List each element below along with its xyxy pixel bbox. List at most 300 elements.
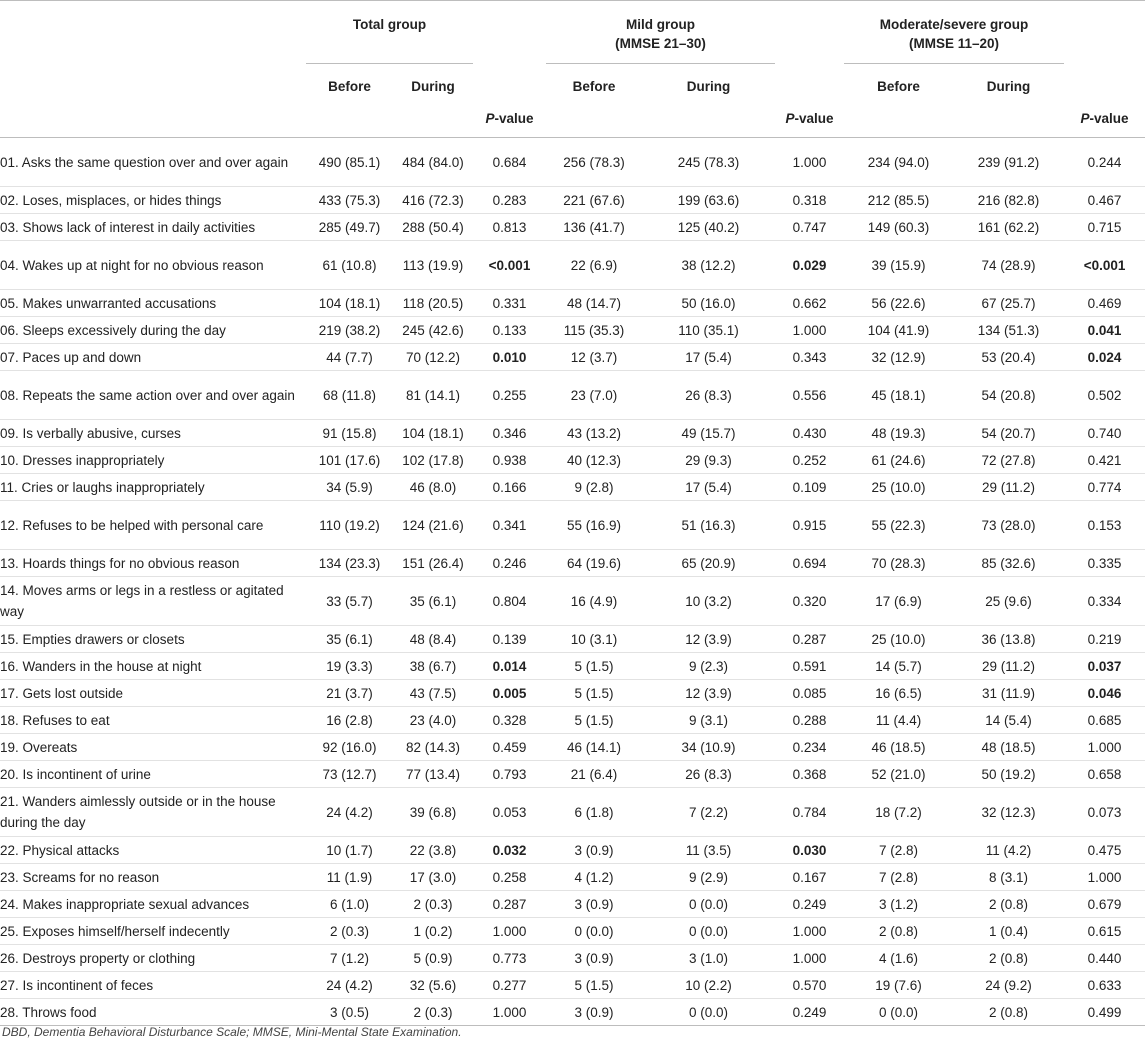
mild-before-cell: 22 (6.9) xyxy=(546,241,642,290)
total-before-cell: 101 (17.6) xyxy=(306,447,393,474)
severe-pvalue-cell: 1.000 xyxy=(1064,734,1145,761)
total-pvalue-cell: 0.793 xyxy=(473,761,546,788)
behavior-label: 25. Exposes himself/herself indecently xyxy=(0,918,306,945)
mild-pvalue-cell: 0.287 xyxy=(775,626,844,653)
p-italic: P xyxy=(785,111,795,126)
severe-before-cell: 7 (2.8) xyxy=(844,864,953,891)
col-mild-pvalue xyxy=(775,111,844,138)
severe-pvalue-cell: 0.334 xyxy=(1064,577,1145,626)
severe-pvalue-cell: 0.244 xyxy=(1064,138,1145,187)
mild-before-cell: 3 (0.9) xyxy=(546,891,642,918)
mild-pvalue-cell: 0.249 xyxy=(775,999,844,1026)
mild-before-cell: 21 (6.4) xyxy=(546,761,642,788)
mild-during-cell: 12 (3.9) xyxy=(642,680,775,707)
header-blank xyxy=(0,1,306,78)
mild-during-cell: 9 (2.9) xyxy=(642,864,775,891)
behavior-label: 23. Screams for no reason xyxy=(0,864,306,891)
p-italic: P xyxy=(485,111,495,126)
severe-during-cell: 29 (11.2) xyxy=(953,653,1064,680)
group-header-severe xyxy=(844,1,1064,78)
mild-before-cell: 5 (1.5) xyxy=(546,653,642,680)
total-during-cell: 104 (18.1) xyxy=(393,420,473,447)
table-row xyxy=(0,420,1145,447)
total-during-cell: 23 (4.0) xyxy=(393,707,473,734)
behavior-label: 18. Refuses to eat xyxy=(0,707,306,734)
severe-pvalue-cell: 0.685 xyxy=(1064,707,1145,734)
behavior-label: 05. Makes unwarranted accusations xyxy=(0,290,306,317)
severe-pvalue-cell: 0.633 xyxy=(1064,972,1145,999)
mild-before-cell: 6 (1.8) xyxy=(546,788,642,837)
total-before-cell: 11 (1.9) xyxy=(306,864,393,891)
severe-before-cell: 16 (6.5) xyxy=(844,680,953,707)
severe-during-cell: 31 (11.9) xyxy=(953,680,1064,707)
total-during-cell: 46 (8.0) xyxy=(393,474,473,501)
severe-during-cell: 25 (9.6) xyxy=(953,577,1064,626)
mild-before-cell: 12 (3.7) xyxy=(546,344,642,371)
mild-pvalue-cell: 1.000 xyxy=(775,317,844,344)
mild-during-cell: 199 (63.6) xyxy=(642,187,775,214)
severe-pvalue-cell: 0.715 xyxy=(1064,214,1145,241)
total-before-cell: 92 (16.0) xyxy=(306,734,393,761)
severe-pvalue-cell: 0.046 xyxy=(1064,680,1145,707)
table-row xyxy=(0,891,1145,918)
severe-before-cell: 234 (94.0) xyxy=(844,138,953,187)
group-severe-line1: Moderate/severe group xyxy=(879,17,1029,32)
severe-during-cell: 161 (62.2) xyxy=(953,214,1064,241)
header-spacer xyxy=(1064,1,1145,78)
total-before-cell: 219 (38.2) xyxy=(306,317,393,344)
severe-during-cell: 8 (3.1) xyxy=(953,864,1064,891)
severe-during-cell: 74 (28.9) xyxy=(953,241,1064,290)
total-during-cell: 70 (12.2) xyxy=(393,344,473,371)
total-pvalue-cell: 0.331 xyxy=(473,290,546,317)
behavior-label: 02. Loses, misplaces, or hides things xyxy=(0,187,306,214)
severe-during-cell: 11 (4.2) xyxy=(953,837,1064,864)
mild-before-cell: 55 (16.9) xyxy=(546,501,642,550)
mild-before-cell: 3 (0.9) xyxy=(546,945,642,972)
table-row xyxy=(0,837,1145,864)
total-before-cell: 16 (2.8) xyxy=(306,707,393,734)
col-severe-during: During xyxy=(986,79,1031,94)
mild-during-cell: 38 (12.2) xyxy=(642,241,775,290)
mild-pvalue-cell: 0.085 xyxy=(775,680,844,707)
total-during-cell: 2 (0.3) xyxy=(393,999,473,1026)
total-before-cell: 33 (5.7) xyxy=(306,577,393,626)
total-pvalue-cell: 0.166 xyxy=(473,474,546,501)
group-total-line1: Total group xyxy=(352,17,427,32)
table-row xyxy=(0,945,1145,972)
severe-pvalue-cell: 0.153 xyxy=(1064,501,1145,550)
severe-pvalue-cell: 0.037 xyxy=(1064,653,1145,680)
severe-before-cell: 7 (2.8) xyxy=(844,837,953,864)
table-row xyxy=(0,290,1145,317)
severe-pvalue-cell: 0.421 xyxy=(1064,447,1145,474)
severe-pvalue-cell: 0.335 xyxy=(1064,550,1145,577)
severe-during-cell: 24 (9.2) xyxy=(953,972,1064,999)
severe-before-cell: 32 (12.9) xyxy=(844,344,953,371)
severe-before-cell: 52 (21.0) xyxy=(844,761,953,788)
total-before-cell: 21 (3.7) xyxy=(306,680,393,707)
mild-during-cell: 0 (0.0) xyxy=(642,918,775,945)
total-pvalue-cell: 0.032 xyxy=(473,837,546,864)
behavior-label: 13. Hoards things for no obvious reason xyxy=(0,550,306,577)
header-spacer xyxy=(393,111,473,138)
severe-before-cell: 3 (1.2) xyxy=(844,891,953,918)
mild-before-cell: 48 (14.7) xyxy=(546,290,642,317)
mild-during-cell: 0 (0.0) xyxy=(642,891,775,918)
total-pvalue-cell: 0.139 xyxy=(473,626,546,653)
mild-pvalue-cell: 0.368 xyxy=(775,761,844,788)
mild-before-cell: 64 (19.6) xyxy=(546,550,642,577)
total-before-cell: 35 (6.1) xyxy=(306,626,393,653)
behavior-label: 24. Makes inappropriate sexual advances xyxy=(0,891,306,918)
severe-before-cell: 104 (41.9) xyxy=(844,317,953,344)
behavior-label: 09. Is verbally abusive, curses xyxy=(0,420,306,447)
total-pvalue-cell: 0.813 xyxy=(473,214,546,241)
total-before-cell: 91 (15.8) xyxy=(306,420,393,447)
severe-before-cell: 4 (1.6) xyxy=(844,945,953,972)
severe-pvalue-cell: 0.502 xyxy=(1064,371,1145,420)
col-total-before: Before xyxy=(328,79,371,94)
mild-during-cell: 17 (5.4) xyxy=(642,344,775,371)
total-pvalue-cell: 0.459 xyxy=(473,734,546,761)
total-during-cell: 113 (19.9) xyxy=(393,241,473,290)
mild-during-cell: 7 (2.2) xyxy=(642,788,775,837)
total-during-cell: 48 (8.4) xyxy=(393,626,473,653)
table-row xyxy=(0,214,1145,241)
severe-during-cell: 48 (18.5) xyxy=(953,734,1064,761)
mild-pvalue-cell: 1.000 xyxy=(775,945,844,972)
mild-pvalue-cell: 0.556 xyxy=(775,371,844,420)
col-total-pvalue xyxy=(473,111,546,138)
behavior-label: 26. Destroys property or clothing xyxy=(0,945,306,972)
table-row xyxy=(0,761,1145,788)
behavior-label: 21. Wanders aimlessly outside or in the house during the day xyxy=(0,788,306,837)
severe-before-cell: 149 (60.3) xyxy=(844,214,953,241)
table-row xyxy=(0,501,1145,550)
behavior-label: 06. Sleeps excessively during the day xyxy=(0,317,306,344)
header-spacer xyxy=(775,1,844,78)
severe-during-cell: 216 (82.8) xyxy=(953,187,1064,214)
mild-during-cell: 26 (8.3) xyxy=(642,761,775,788)
total-pvalue-cell: 0.133 xyxy=(473,317,546,344)
table-row xyxy=(0,972,1145,999)
col-total-during: During xyxy=(411,79,455,94)
mild-before-cell: 10 (3.1) xyxy=(546,626,642,653)
total-pvalue-cell: 0.053 xyxy=(473,788,546,837)
total-pvalue-cell: 1.000 xyxy=(473,918,546,945)
severe-before-cell: 25 (10.0) xyxy=(844,474,953,501)
mild-pvalue-cell: 1.000 xyxy=(775,138,844,187)
mild-during-cell: 50 (16.0) xyxy=(642,290,775,317)
total-during-cell: 17 (3.0) xyxy=(393,864,473,891)
mild-before-cell: 23 (7.0) xyxy=(546,371,642,420)
behavior-label: 22. Physical attacks xyxy=(0,837,306,864)
mild-pvalue-cell: 0.252 xyxy=(775,447,844,474)
mild-during-cell: 0 (0.0) xyxy=(642,999,775,1026)
total-during-cell: 124 (21.6) xyxy=(393,501,473,550)
total-before-cell: 6 (1.0) xyxy=(306,891,393,918)
mild-before-cell: 9 (2.8) xyxy=(546,474,642,501)
behavior-label: 11. Cries or laughs inappropriately xyxy=(0,474,306,501)
behavior-label: 20. Is incontinent of urine xyxy=(0,761,306,788)
group-mild-line2: (MMSE 21–30) xyxy=(615,36,706,51)
behavior-label: 01. Asks the same question over and over again xyxy=(0,138,306,187)
severe-before-cell: 18 (7.2) xyxy=(844,788,953,837)
total-before-cell: 490 (85.1) xyxy=(306,138,393,187)
table-row xyxy=(0,241,1145,290)
table-row xyxy=(0,317,1145,344)
behavior-label: 17. Gets lost outside xyxy=(0,680,306,707)
severe-during-cell: 54 (20.7) xyxy=(953,420,1064,447)
total-before-cell: 19 (3.3) xyxy=(306,653,393,680)
total-during-cell: 1 (0.2) xyxy=(393,918,473,945)
header-spacer xyxy=(473,1,546,78)
total-before-cell: 73 (12.7) xyxy=(306,761,393,788)
total-during-cell: 484 (84.0) xyxy=(393,138,473,187)
severe-during-cell: 32 (12.3) xyxy=(953,788,1064,837)
total-before-cell: 110 (19.2) xyxy=(306,501,393,550)
severe-before-cell: 56 (22.6) xyxy=(844,290,953,317)
mild-during-cell: 9 (3.1) xyxy=(642,707,775,734)
total-before-cell: 68 (11.8) xyxy=(306,371,393,420)
severe-pvalue-cell: 0.499 xyxy=(1064,999,1145,1026)
total-before-cell: 2 (0.3) xyxy=(306,918,393,945)
behavior-label: 15. Empties drawers or closets xyxy=(0,626,306,653)
severe-during-cell: 72 (27.8) xyxy=(953,447,1064,474)
behavior-label: 10. Dresses inappropriately xyxy=(0,447,306,474)
severe-pvalue-cell: 1.000 xyxy=(1064,864,1145,891)
severe-before-cell: 14 (5.7) xyxy=(844,653,953,680)
severe-before-cell: 70 (28.3) xyxy=(844,550,953,577)
total-pvalue-cell: 0.346 xyxy=(473,420,546,447)
mild-pvalue-cell: 0.570 xyxy=(775,972,844,999)
severe-before-cell: 2 (0.8) xyxy=(844,918,953,945)
severe-pvalue-cell: 0.475 xyxy=(1064,837,1145,864)
severe-during-cell: 29 (11.2) xyxy=(953,474,1064,501)
mild-during-cell: 245 (78.3) xyxy=(642,138,775,187)
severe-pvalue-cell: 0.658 xyxy=(1064,761,1145,788)
severe-before-cell: 0 (0.0) xyxy=(844,999,953,1026)
table-row xyxy=(0,864,1145,891)
behavior-label: 14. Moves arms or legs in a restless or agitated way xyxy=(0,577,306,626)
total-before-cell: 134 (23.3) xyxy=(306,550,393,577)
total-during-cell: 38 (6.7) xyxy=(393,653,473,680)
header-spacer xyxy=(844,111,953,138)
total-before-cell: 24 (4.2) xyxy=(306,788,393,837)
mild-during-cell: 17 (5.4) xyxy=(642,474,775,501)
severe-pvalue-cell: 0.219 xyxy=(1064,626,1145,653)
mild-during-cell: 110 (35.1) xyxy=(642,317,775,344)
severe-before-cell: 17 (6.9) xyxy=(844,577,953,626)
header-blank xyxy=(0,77,306,111)
behavior-label: 12. Refuses to be helped with personal care xyxy=(0,501,306,550)
mild-pvalue-cell: 1.000 xyxy=(775,918,844,945)
total-before-cell: 3 (0.5) xyxy=(306,999,393,1026)
col-mild-during: During xyxy=(686,79,731,94)
severe-during-cell: 2 (0.8) xyxy=(953,891,1064,918)
mild-before-cell: 5 (1.5) xyxy=(546,680,642,707)
severe-before-cell: 48 (19.3) xyxy=(844,420,953,447)
total-pvalue-cell: 0.773 xyxy=(473,945,546,972)
total-during-cell: 32 (5.6) xyxy=(393,972,473,999)
table-row xyxy=(0,788,1145,837)
p-rest: -value xyxy=(494,111,534,126)
behavior-label: 16. Wanders in the house at night xyxy=(0,653,306,680)
severe-pvalue-cell: 0.615 xyxy=(1064,918,1145,945)
mild-during-cell: 49 (15.7) xyxy=(642,420,775,447)
severe-pvalue-cell: 0.440 xyxy=(1064,945,1145,972)
table-row xyxy=(0,138,1145,187)
severe-before-cell: 19 (7.6) xyxy=(844,972,953,999)
p-rest: -value xyxy=(1089,111,1129,126)
table-body xyxy=(0,138,1145,1026)
total-before-cell: 10 (1.7) xyxy=(306,837,393,864)
behavior-label: 28. Throws food xyxy=(0,999,306,1026)
table-row xyxy=(0,474,1145,501)
total-during-cell: 151 (26.4) xyxy=(393,550,473,577)
table-row xyxy=(0,344,1145,371)
mild-before-cell: 115 (35.3) xyxy=(546,317,642,344)
severe-pvalue-cell: <0.001 xyxy=(1064,241,1145,290)
mild-pvalue-cell: 0.234 xyxy=(775,734,844,761)
total-during-cell: 82 (14.3) xyxy=(393,734,473,761)
severe-during-cell: 134 (51.3) xyxy=(953,317,1064,344)
group-mild-line1: Mild group xyxy=(626,17,695,32)
mild-before-cell: 3 (0.9) xyxy=(546,999,642,1026)
mild-pvalue-cell: 0.430 xyxy=(775,420,844,447)
table-row xyxy=(0,999,1145,1026)
total-before-cell: 285 (49.7) xyxy=(306,214,393,241)
severe-before-cell: 11 (4.4) xyxy=(844,707,953,734)
mild-pvalue-cell: 0.288 xyxy=(775,707,844,734)
header-spacer xyxy=(953,111,1064,138)
mild-before-cell: 221 (67.6) xyxy=(546,187,642,214)
table-footnote: DBD, Dementia Behavioral Disturbance Scale; MMSE, Mini-Mental State Examination. xyxy=(2,1025,462,1039)
p-rest: -value xyxy=(794,111,834,126)
total-pvalue-cell: 0.246 xyxy=(473,550,546,577)
total-pvalue-cell: 0.010 xyxy=(473,344,546,371)
table-row xyxy=(0,447,1145,474)
total-during-cell: 416 (72.3) xyxy=(393,187,473,214)
behavior-label: 04. Wakes up at night for no obvious reason xyxy=(0,241,306,290)
total-before-cell: 34 (5.9) xyxy=(306,474,393,501)
mild-pvalue-cell: 0.320 xyxy=(775,577,844,626)
mild-pvalue-cell: 0.167 xyxy=(775,864,844,891)
severe-pvalue-cell: 0.774 xyxy=(1064,474,1145,501)
total-before-cell: 61 (10.8) xyxy=(306,241,393,290)
total-during-cell: 77 (13.4) xyxy=(393,761,473,788)
mild-before-cell: 256 (78.3) xyxy=(546,138,642,187)
severe-before-cell: 55 (22.3) xyxy=(844,501,953,550)
table-row xyxy=(0,577,1145,626)
total-during-cell: 43 (7.5) xyxy=(393,680,473,707)
severe-pvalue-cell: 0.073 xyxy=(1064,788,1145,837)
mild-before-cell: 5 (1.5) xyxy=(546,972,642,999)
severe-during-cell: 73 (28.0) xyxy=(953,501,1064,550)
behavior-label: 08. Repeats the same action over and over again xyxy=(0,371,306,420)
behavior-label: 19. Overeats xyxy=(0,734,306,761)
header-spacer xyxy=(642,111,775,138)
total-during-cell: 118 (20.5) xyxy=(393,290,473,317)
severe-during-cell: 2 (0.8) xyxy=(953,999,1064,1026)
total-pvalue-cell: 0.255 xyxy=(473,371,546,420)
table-row xyxy=(0,626,1145,653)
mild-pvalue-cell: 0.030 xyxy=(775,837,844,864)
total-pvalue-cell: <0.001 xyxy=(473,241,546,290)
severe-during-cell: 54 (20.8) xyxy=(953,371,1064,420)
mild-during-cell: 65 (20.9) xyxy=(642,550,775,577)
total-pvalue-cell: 0.005 xyxy=(473,680,546,707)
severe-before-cell: 212 (85.5) xyxy=(844,187,953,214)
severe-before-cell: 25 (10.0) xyxy=(844,626,953,653)
mild-during-cell: 9 (2.3) xyxy=(642,653,775,680)
table-row xyxy=(0,550,1145,577)
total-before-cell: 44 (7.7) xyxy=(306,344,393,371)
p-italic: P xyxy=(1080,111,1090,126)
mild-pvalue-cell: 0.029 xyxy=(775,241,844,290)
severe-during-cell: 36 (13.8) xyxy=(953,626,1064,653)
total-pvalue-cell: 0.804 xyxy=(473,577,546,626)
behavior-label: 27. Is incontinent of feces xyxy=(0,972,306,999)
total-during-cell: 2 (0.3) xyxy=(393,891,473,918)
mild-before-cell: 136 (41.7) xyxy=(546,214,642,241)
severe-pvalue-cell: 0.467 xyxy=(1064,187,1145,214)
severe-pvalue-cell: 0.024 xyxy=(1064,344,1145,371)
total-pvalue-cell: 0.258 xyxy=(473,864,546,891)
table-row xyxy=(0,707,1145,734)
total-pvalue-cell: 0.287 xyxy=(473,891,546,918)
mild-before-cell: 46 (14.1) xyxy=(546,734,642,761)
mild-during-cell: 10 (3.2) xyxy=(642,577,775,626)
severe-during-cell: 239 (91.2) xyxy=(953,138,1064,187)
total-during-cell: 102 (17.8) xyxy=(393,447,473,474)
header-spacer xyxy=(775,77,844,111)
mild-before-cell: 0 (0.0) xyxy=(546,918,642,945)
mild-pvalue-cell: 0.109 xyxy=(775,474,844,501)
mild-pvalue-cell: 0.343 xyxy=(775,344,844,371)
mild-during-cell: 29 (9.3) xyxy=(642,447,775,474)
severe-pvalue-cell: 0.469 xyxy=(1064,290,1145,317)
group-severe-line2: (MMSE 11–20) xyxy=(909,36,1000,51)
table-row xyxy=(0,734,1145,761)
severe-before-cell: 46 (18.5) xyxy=(844,734,953,761)
total-during-cell: 288 (50.4) xyxy=(393,214,473,241)
header-spacer xyxy=(306,111,393,138)
mild-pvalue-cell: 0.318 xyxy=(775,187,844,214)
mild-during-cell: 10 (2.2) xyxy=(642,972,775,999)
table-row xyxy=(0,653,1145,680)
mild-before-cell: 16 (4.9) xyxy=(546,577,642,626)
mild-pvalue-cell: 0.747 xyxy=(775,214,844,241)
col-severe-pvalue xyxy=(1064,111,1145,138)
mild-pvalue-cell: 0.915 xyxy=(775,501,844,550)
total-pvalue-cell: 0.938 xyxy=(473,447,546,474)
table-row xyxy=(0,918,1145,945)
group-header-total xyxy=(306,1,473,78)
table-row xyxy=(0,680,1145,707)
mild-during-cell: 26 (8.3) xyxy=(642,371,775,420)
severe-pvalue-cell: 0.679 xyxy=(1064,891,1145,918)
mild-during-cell: 3 (1.0) xyxy=(642,945,775,972)
mild-pvalue-cell: 0.591 xyxy=(775,653,844,680)
mild-during-cell: 34 (10.9) xyxy=(642,734,775,761)
total-pvalue-cell: 0.684 xyxy=(473,138,546,187)
total-before-cell: 7 (1.2) xyxy=(306,945,393,972)
behavior-label: 03. Shows lack of interest in daily activities xyxy=(0,214,306,241)
total-during-cell: 245 (42.6) xyxy=(393,317,473,344)
mild-before-cell: 40 (12.3) xyxy=(546,447,642,474)
